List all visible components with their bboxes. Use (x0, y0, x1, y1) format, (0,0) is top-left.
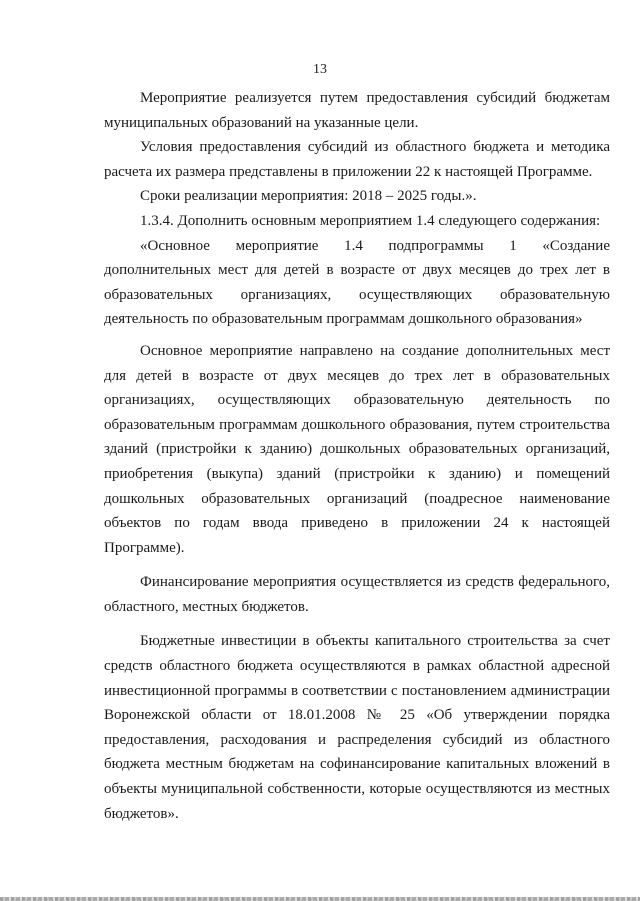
paragraph-main-activity-description: Основное мероприятие направлено на создание дополнительных мест для детей в возрасте от двух месяцев до трех лет в образовательных организациях, осуществляющих образовательную деятельность по образовательным программам дошкольного образования, путем строительства зданий (пристройки к зданию) дошкольных образовательных организаций, приобретения (выкупа) зданий (пристройки к зданию) и помещений дошкольных образовательных организаций (поадресное наименование объектов по годам ввода приведено в приложении 24 к настоящей Программе). (104, 342, 610, 556)
paragraph-subsidy-purpose: Мероприятие реализуется путем предоставления субсидий бюджетам муниципальных образований на указанные цели. (104, 90, 610, 131)
paragraph-subsidy-conditions: Условия предоставления субсидий из областного бюджета и методика расчета их размера представлены в приложении 22 к настоящей Программе. (104, 139, 610, 180)
paragraph-amendment-item: 1.3.4. Дополнить основным мероприятием 1.4 следующего содержания: (140, 212, 601, 229)
scan-edge-artifact (0, 897, 640, 901)
paragraph-main-activity-title: «Основное мероприятие 1.4 подпрограммы 1 «Создание дополнительных мест для детей в возрасте от двух месяцев до трех лет в образовательных организациях, осуществляющих образовательную деятельность по образовательным программам дошкольного образования» (104, 237, 610, 328)
page-number: 13 (313, 62, 327, 77)
document-body (104, 86, 610, 826)
paragraph-financing: Финансирование мероприятия осуществляется из средств федерального, областного, местных бюджетов. (104, 574, 610, 615)
paragraph-implementation-period: Сроки реализации мероприятия: 2018 – 2025 годы.». (140, 188, 477, 205)
paragraph-budget-investments: Бюджетные инвестиции в объекты капитального строительства за счет средств областного бюджета осуществляются в рамках областной адресной инвестиционной программы в соответствии с постановлением администрации Воронежской области от 18.01.2008 № 25 «Об утверждении порядка предоставления, расходования и распределения субсидий из областного бюджета местным бюджетам на софинансирование капитальных вложений в объекты муниципальной собственности, которые осуществляются из местных бюджетов». (104, 633, 610, 822)
